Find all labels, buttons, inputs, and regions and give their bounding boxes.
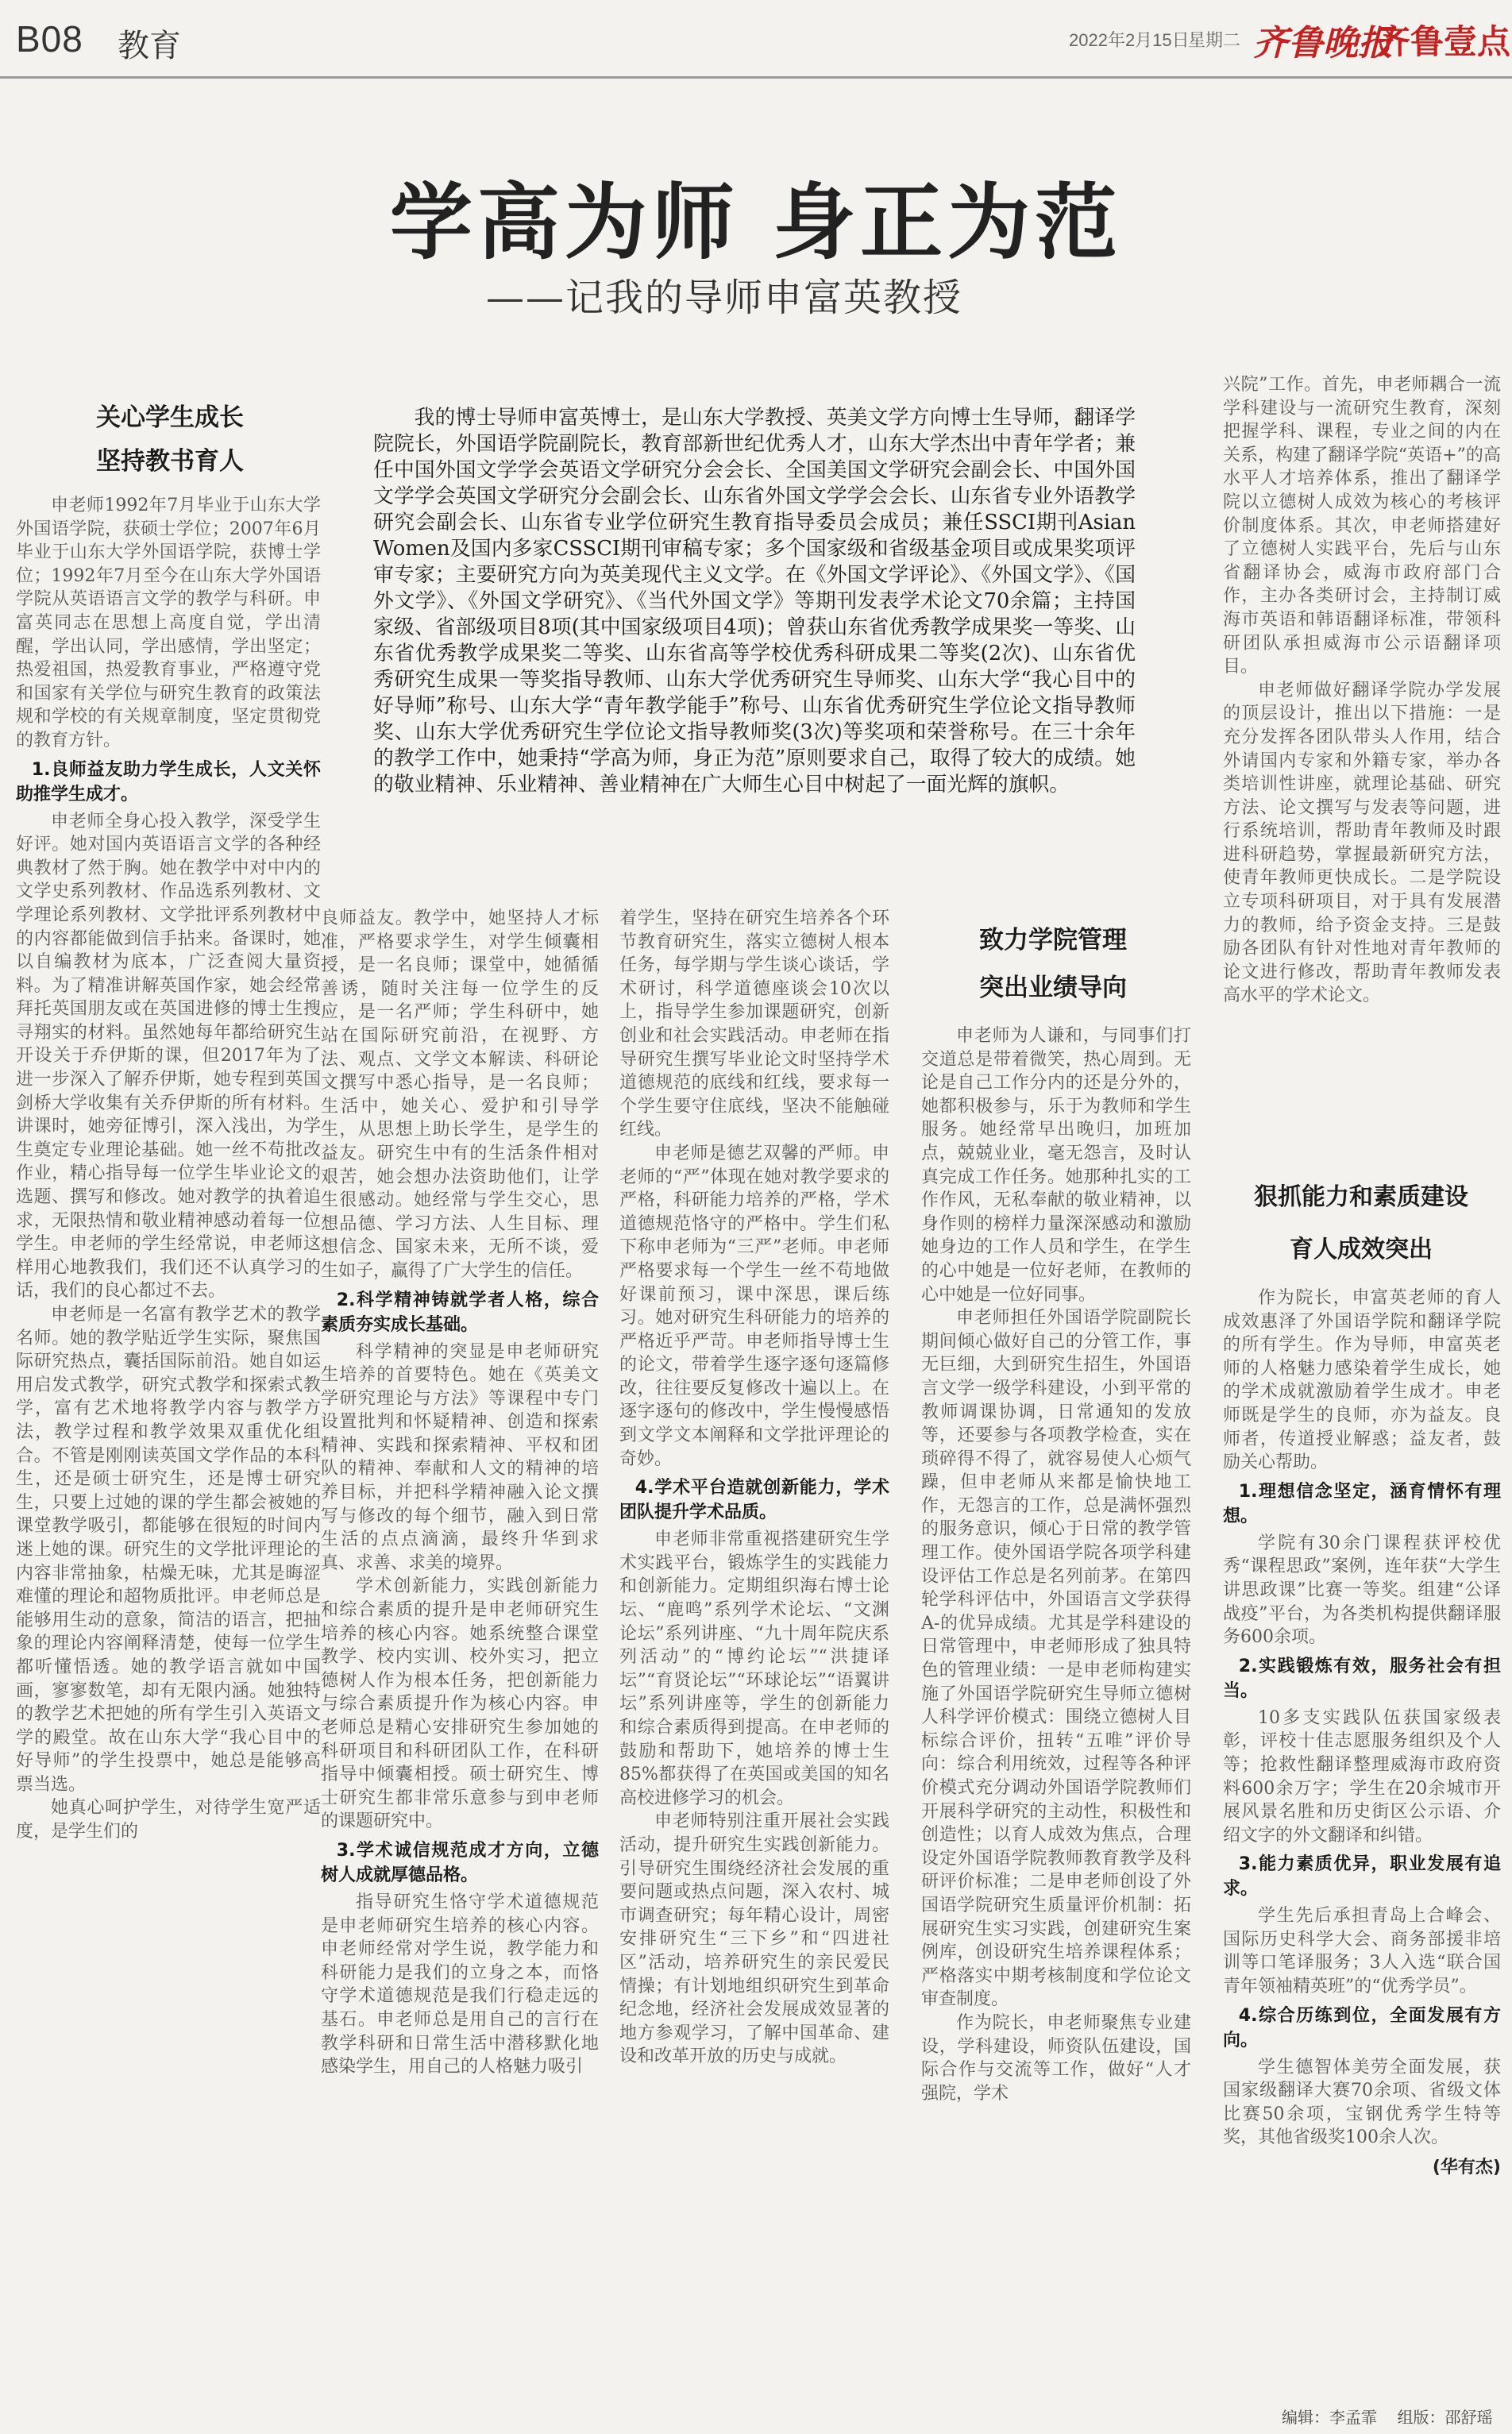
- author-byline: (华有杰): [1432, 2158, 1501, 2178]
- subheading: 3.学术诚信规范成才方向，立德树人成就厚德品格。: [321, 1840, 599, 1885]
- section-heading-1b: 坚持教书育人: [96, 447, 244, 476]
- header-rule: [0, 76, 1512, 79]
- column-5-top: [1223, 373, 1501, 1167]
- subheading: 3.能力素质优异，职业发展有追求。: [1223, 1854, 1501, 1900]
- brand-logo: 齐鲁壹点: [1377, 23, 1511, 60]
- article-title: 学高为师 身正为范: [389, 173, 1123, 271]
- issue-weekday: 星期二: [1188, 30, 1241, 50]
- editor-credit: 编辑：李孟霏: [1282, 2409, 1377, 2427]
- paragraph: 申老师特别注重开展社会实践活动，提升研究生实践创新能力。引导研究生围绕经济社会发展的重要问题或热点问题，深入农村、城市调查研究；每年精心设计，周密安排研究生“三下乡”和“四进社区”活动，培养研究生的亲民爱民情操；有计划地组织研究生到革命纪念地，经济社会发展成效显著的地方参观学习，了解中国革命、建设和改革开放的历史与成就。: [619, 1811, 889, 2067]
- paragraph: 学生德智体美劳全面发展，获国家级翻译大赛70余项、省级文体比赛50余项，宝钢优秀学生特等奖，其他省级奖100余人次。: [1223, 2057, 1501, 2148]
- page-header: [0, 0, 1512, 76]
- paragraph: 申老师是一名富有教学艺术的教学名师。她的教学贴近学生实际，聚焦国际研究热点，囊括国际前沿。她自如运用启发式教学，研究式教学和探索式教学，富有艺术地将教学内容与教学方法，教学过程和教学效果双重优化组合。不管是刚刚读英国文学作品的本科生，还是硕士研究生，还是博士研究生，只要上过她的课的学生都会被她的课堂教学吸引，都能够在很短的时间内迷上她的课。研究生的文学批评理论的内容非常抽象，枯燥无味，尤其是晦涩难懂的理论和超物质批评。申老师总是能够用生动的意象，简洁的语言，把抽象的理论内容阐释清楚，使每一位学生都听懂悟透。她的教学语言就如中国画，寥寥数笔，却有无限内涵。她独特的教学艺术把她的所有学生引入英语文学的殿堂。故在山东大学“我心目中的好导师”的学生投票中，她总是能够高票当选。: [16, 1305, 321, 1795]
- article-lede: 我的博士导师申富英博士，是山东大学教授、英美文学方向博士生导师，翻译学院院长，外国语学院副院长，教育部新世纪优秀人才，山东大学杰出中青年学者；兼任中国外国文学学会英语文学研究分会会长、全国美国文学研究会副会长、中国外国文学学会英国文学研究分会副会长、山东省外国文学学会会长、山东省专业外语教学研究会副会长、山东省专业学位研究生教育指导委员会成员；兼任SSCI期刊Asian Women及国内多家CSSCI期刊审稿专家；多个国家级和省级基金项目或成果奖项评审专家；主要研究方向为英美现代主义文学。在《外国文学评论》、《外国文学》、《国外文学》、《外国文学研究》、《当代外国文学》等期刊发表学术论文70余篇；主持国家级、省部级项目8项(其中国家级项目4项)；曾获山东省优秀教学成果奖一等奖、山东省优秀教学成果奖二等奖、山东省高等学校优秀科研成果二等奖(2次)、山东省优秀研究生成果一等奖指导教师、山东大学优秀研究生导师奖、山东大学“我心目中的好导师”称号、山东大学“青年教学能手”称号、山东省优秀研究生学位论文指导教师奖、山东大学优秀研究生学位论文指导教师奖(3次)等奖项和荣誉称号。在三十余年的教学工作中，她秉持“学高为师，身正为范”原则要求自己，取得了较大的成绩。她的敬业精神、乐业精神、善业精神在广大师生心目中树起了一面光辉的旗帜。: [373, 406, 1136, 797]
- paragraph: 指导研究生恪守学术道德规范是申老师研究生培养的核心内容。申老师经常对学生说，教学能力和科研能力是我们的立身之本，而恪守学术道德规范是我们行稳走远的基石。申老师总是用自己的言行在教学科研和日常生活中潜移默化地感染学生，用自己的人格魅力吸引: [321, 1892, 599, 2077]
- section-heading-3b: 育人成效突出: [1290, 1236, 1433, 1263]
- subheading: 4.学术平台造就创新能力，学术团队提升学术品质。: [619, 1478, 889, 1523]
- column-2: [321, 907, 599, 2416]
- column-5-bottom: [1223, 1286, 1501, 2390]
- page-credits: [1282, 2405, 1509, 2428]
- paragraph: 学术创新能力，实践创新能力和综合素质的提升是申老师研究生培养的核心内容。她系统整合课堂教学、校内实训、校外实习，把立德树人作为根本任务，把创新能力与综合素质提升作为核心内容。申老师总是精心安排研究生参加她的科研项目和科研团队工作，在科研指导中倾囊相授。硕士研究生、博士研究生都非常乐意参与到申老师的课题研究中。: [321, 1576, 599, 1832]
- subheading: 2.科学精神铸就学者人格，综合素质夯实成长基础。: [321, 1290, 599, 1335]
- paragraph: 申老师是德艺双馨的严师。申老师的“严”体现在她对教学要求的严格，科研能力培养的严格，学术道德规范恪守的严格中。学生们私下称申老师为“三严”老师。申老师严格要求每一个学生一丝不苟地做好课前预习，课中深思，课后练习。她对研究生科研能力的培养的严格近乎严苛。申老师指导博士生的论文，带着学生逐字逐句逐篇修改，往往要反复修改十遍以上。在逐字逐句的修改中，学生慢慢感悟到文学文本阐释和文学批评理论的奇妙。: [619, 1143, 889, 1469]
- section-heading-2a: 致力学院管理: [979, 926, 1127, 955]
- paragraph: 学生先后承担青岛上合峰会、国际历史科学大会、商务部援非培训等口笔译服务；3人入选“联合国青年领袖精英班”的“优秀学员”。: [1223, 1906, 1501, 1997]
- subheading: 2.实践锻炼有效，服务社会有担当。: [1223, 1656, 1501, 1701]
- newspaper-logo: 齐鲁晚报: [1253, 24, 1393, 63]
- paragraph: 申老师为人谦和，与同事们打交道总是带着微笑，热心周到。无论是自己工作分内的还是分外的，她都积极参与，乐于为教师和学生服务。她经常早出晚归，加班加点，兢兢业业，毫无怨言，及时认真完成工作任务。她那种扎实的工作作风，无私奉献的敬业精神，以身作则的榜样力量深深感动和激励她身边的工作人员和学生，在学生的心中她是一位好老师，在教师的心中她是一位好同事。: [921, 1026, 1191, 1305]
- paragraph: 作为院长，申富英老师的育人成效惠泽了外国语学院和翻译学院的所有学生。作为导师，申富英老师的人格魅力感染着学生成长，她的学术成就激励着学生成才。申老师既是学生的良师，亦为益友。良师者，传道授业解惑；益友者，鼓励关心帮助。: [1223, 1288, 1501, 1473]
- section-heading-2b: 突出业绩导向: [979, 974, 1127, 1002]
- paragraph: 兴院”工作。首先，申老师耦合一流学科建设与一流研究生教育，深刻把握学科、课程，专业之间的内在关系，构建了翻译学院“英语+”的高水平人才培养体系，推出了翻译学院以立德树人成效为核心的考核评价制度体系。其次，申老师搭建好了立德树人实践平台，先后与山东省翻译协会，威海市政府部门合作，主办各类研讨会，主持制订威海市英语和韩语翻译标准，带领科研团队承担威海市公示语翻译项目。: [1223, 375, 1501, 677]
- paragraph: 申老师非常重视搭建研究生学术实践平台，锻炼学生的实践能力和创新能力。定期组织海右博士论坛、“鹿鸣”系列学术论坛、“文渊论坛”系列讲座、“九十周年院庆系列活动”的“博约论坛”“洪捷译坛”“育贤论坛”“环球论坛”“语翼讲坛”系列讲座等，学生的创新能力和综合素质得到提高。在申老师的鼓励和帮助下，她培养的博士生85%都获得了在英国或美国的知名高校进修学习的机会。: [619, 1529, 889, 1808]
- paragraph: 她真心呵护学生，对待学生宽严适度，是学生们的: [16, 1798, 321, 1842]
- section-heading-1a: 关心学生成长: [96, 403, 244, 432]
- subheading: 4.综合历练到位，全面发展有方向。: [1223, 2005, 1501, 2050]
- column-1: [16, 494, 321, 2416]
- paragraph: 申老师担任外国语学院副院长期间倾心做好自己的分管工作，事无巨细，大到研究生招生，外国语言文学一级学科建设，小到平常的教师调课协调，日常通知的发放等，还要参与各项教学检查，实在琐碎得不得了，就容易使人心烦气躁，但申老师从来都是愉快地工作，无怨言的工作，总是满怀强烈的服务意识，倾心于日常的教学管理工作。使外国语学院各项学科建设评估工作总是名列前茅。在第四轮学科评估中，外国语言文学获得A-的优异成绩。尤其是学科建设的日常管理中，申老师形成了独具特色的管理业绩：一是申老师构建实施了外国语学院研究生导师立德树人科学评价模式：围绕立德树人目标综合评价，扭转“五唯”评价导向：综合利用统效，过程等各种评价模式充分调动外国语学院教师们开展科学研究的主动性，积极性和创造性；以育人成效为焦点，合理设定外国语学院教师教育教学及科研评价标准；二是申老师创设了外国语学院研究生质量评价机制：拓展研究生实习实践，创建研究生案例库，创设研究生培养课程体系；严格落实中期考核制度和学位论文审查制度。: [921, 1308, 1191, 2010]
- paragraph: 作为院长，申老师聚焦专业建设，学科建设，师资队伍建设，国际合作与交流等工作，做好“人才强院，学术: [921, 2012, 1191, 2104]
- page-number: B08: [16, 18, 83, 60]
- paragraph: 10多支实践队伍获国家级表彰，评校十佳志愿服务组织及个人等；抢救性翻译整理威海市政府资料600余万字；学生在20余城市开展风景名胜和历史街区公示语、介绍文字的外文翻译和纠错。: [1223, 1707, 1501, 1846]
- subheading: 1.理想信念坚定，涵育情怀有理想。: [1223, 1481, 1501, 1526]
- column-3: [619, 907, 889, 2416]
- paragraph: 良师益友。教学中，她坚持人才标准，严格要求学生，对学生倾囊相授，是一名良师；课堂中，她循循善诱，随时关注每一位学生的反应，是一名严师；学生科研中，她站在国际研究前沿，在视野、方法、观点、文学文本解读、科研论文撰写中悉心指导，是一名良师；生活中，她关心、爱护和引导学生，从思想上助长学生，是学生的益友。研究生中有的生活条件相对艰苦，她会想办法资助他们，让学生很感动。她经常与学生交心，思想品德、学习方法、人生目标、理想信念、国家未来，无所不谈，爱生如子，赢得了广大学生的信任。: [321, 908, 599, 1281]
- subheading: 1.良师益友助力学生成长，人文关怀助推学生成才。: [16, 759, 321, 804]
- paragraph: 科学精神的突显是申老师研究生培养的首要特色。她在《英美文学研究理论与方法》等课程中专门设置批判和怀疑精神、创造和探索精神、实践和探索精神、平权和团队的精神、奉献和人文的精神的培养目标，并把科学精神融入论文撰写与修改的每个细节，融入到日常生活的点点滴滴，最终升华到求真、求善、求美的境界。: [321, 1341, 599, 1573]
- layout-credit: 组版：邵舒瑶: [1397, 2409, 1493, 2427]
- article-subtitle: ——记我的导师申富英教授: [486, 276, 963, 320]
- paragraph: 学院有30余门课程获评校优秀“课程思政”案例，连年获“大学生讲思政课”比赛一等奖。组建“公译战疫”平台，为各类机构提供翻译服务600余项。: [1223, 1533, 1501, 1648]
- paragraph: 申老师1992年7月毕业于山东大学外国语学院，获硕士学位；2007年6月毕业于山东大学外国语学院，获博士学位；1992年7月至今在山东大学外国语学院从英语语言文学的教学与科研。申富英同志在思想上高度自觉，学出清醒，学出认同，学出感情，学出坚定；热爱祖国，热爱教育事业，严格遵守党和国家有关学位与研究生教育的政策法规和学校的有关规章制度，坚定贯彻党的教育方针。: [16, 496, 321, 750]
- section-name: 教育: [118, 29, 181, 64]
- issue-date: 2022年2月15日: [1069, 30, 1190, 50]
- section-heading-3a: 狠抓能力和素质建设: [1254, 1183, 1468, 1211]
- paragraph: 申老师做好翻译学院办学发展的顶层设计，推出以下措施：一是充分发挥各团队带头人作用，结合外请国内专家和外籍专家，举办各类培训性讲座，就理论基础、研究方法、论文撰写与发表等问题，进行系统培训，帮助青年教师及时跟进科研趋势，掌握最新研究方法，使青年教师更快成长。二是学院设立专项科研项目，对于具有发展潜力的教师，给予资金支持。三是鼓励各团队有针对性地对青年教师的论文进行修改，帮助青年教师发表高水平的学术论文。: [1223, 680, 1501, 1006]
- paragraph: 申老师全身心投入教学，深受学生好评。她对国内英语语言文学的各种经典教材了然于胸。她在教学中对中内的文学史系列教材、作品选系列教材、文学理论系列教材、文学批评系列教材中的内容都能做到信手拈来。备课时，她以自编教材为底本，广泛查阅大量资料。为了精准讲解英国作家，她会经常拜托英国朋友或在英国进修的博士生搜寻翔实的材料。虽然她每年都给研究生开设关于乔伊斯的课，但2017年为了进一步深入了解乔伊斯，她专程到英国剑桥大学收集有关乔伊斯的所有材料。讲课时，她旁征博引，深入浅出，为学生奠定专业理论基础。她一丝不苟批改作业，精心指导每一位学生毕业论文的选题、撰写和修改。她对教学的执着追求，无限热情和敬业精神感动着每一位学生。申老师的学生经常说，申老师这样用心地教我们，我们还不认真学习的话，我们的良心都过不去。: [16, 811, 321, 1302]
- column-4: [921, 1024, 1191, 2414]
- paragraph: 着学生，坚持在研究生培养各个环节教育研究生，落实立德树人根本任务，每学期与学生谈心谈话，学术研讨，科学道德座谈会10次以上，指导学生参加课题研究，创新创业和社会实践活动。申老师在指导研究生撰写毕业论文时坚持学术道德规范的底线和红线，要求每一个学生要守住底线，坚决不能触碰红线。: [619, 908, 889, 1140]
